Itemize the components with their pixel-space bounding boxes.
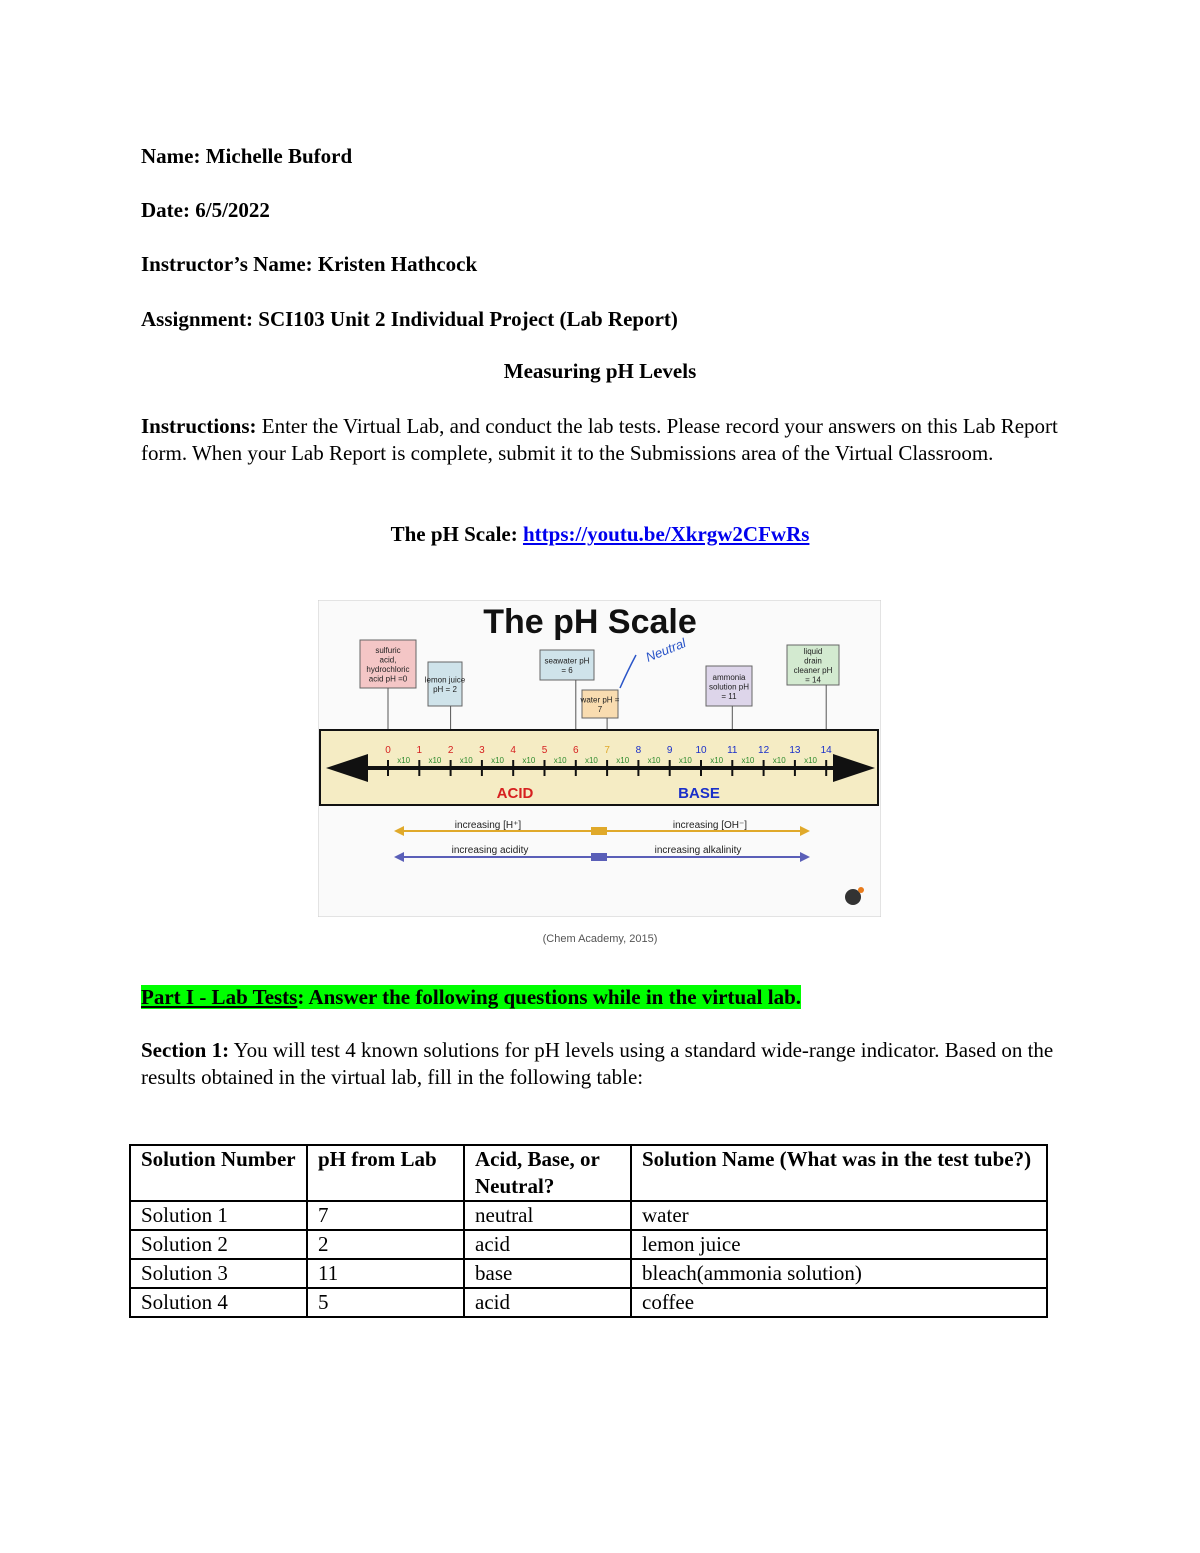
cell-solution-name: bleach(ammonia solution) xyxy=(631,1259,1047,1288)
multiplier-label: x10 xyxy=(710,756,724,765)
scale-number: 6 xyxy=(573,745,579,756)
name-line xyxy=(141,143,352,170)
table-header-row xyxy=(130,1145,1047,1201)
header-solution-number: Solution Number xyxy=(130,1145,307,1201)
part1-heading-rest: : Answer the following questions while in the virtual lab. xyxy=(297,985,802,1009)
callout-label: sulfuric acid, hydrochloric acid pH =0 xyxy=(366,646,410,684)
multiplier-label: x10 xyxy=(553,756,567,765)
neutral-handwritten-note: Neutral xyxy=(643,635,688,665)
header-solution-name: Solution Name (What was in the test tube?) xyxy=(631,1145,1047,1201)
callout-label: lemon juice pH = 2 xyxy=(424,675,466,694)
assignment-value: SCI103 Unit 2 Individual Project (Lab Report) xyxy=(258,307,678,331)
scale-number: 11 xyxy=(727,745,738,756)
name-value: Michelle Buford xyxy=(205,144,353,168)
scale-number: 4 xyxy=(510,745,516,756)
cell-ph: 2 xyxy=(307,1230,464,1259)
instructor-value: Kristen Hathcock xyxy=(317,252,478,276)
increasing-acidity-label: increasing acidity xyxy=(451,845,529,856)
instructions-paragraph xyxy=(141,413,1071,467)
scale-number: 5 xyxy=(541,745,548,756)
multiplier-label: x10 xyxy=(459,756,473,765)
scale-number: 13 xyxy=(789,745,801,756)
date-value: 6/5/2022 xyxy=(195,198,270,222)
acid-label: ACID xyxy=(496,785,534,802)
instructor-line xyxy=(141,251,477,278)
scale-number: 0 xyxy=(385,745,391,756)
instructions-label: Instructions: xyxy=(141,414,257,438)
table-row xyxy=(130,1230,1047,1259)
scale-number: 10 xyxy=(695,745,707,756)
scale-number: 8 xyxy=(635,745,642,756)
base-label: BASE xyxy=(678,785,720,802)
increasing-h-label: increasing [H⁺] xyxy=(454,820,522,831)
cell-solution-number: Solution 1 xyxy=(130,1201,307,1230)
video-link[interactable]: https://youtu.be/Xkrgw2CFwRs xyxy=(522,522,810,546)
scale-number: 2 xyxy=(447,745,454,756)
cell-solution-name: coffee xyxy=(631,1288,1047,1317)
scale-number: 3 xyxy=(479,745,485,756)
cell-solution-number: Solution 4 xyxy=(130,1288,307,1317)
scale-number: 7 xyxy=(604,745,610,756)
multiplier-label: x10 xyxy=(584,756,598,765)
cell-acid-base: acid xyxy=(464,1230,631,1259)
figure-caption: (Chem Academy, 2015) xyxy=(542,933,658,945)
results-table xyxy=(129,1144,1048,1318)
table-row xyxy=(130,1259,1047,1288)
part1-heading-underlined: Part I - Lab Tests xyxy=(141,985,298,1009)
cell-solution-name: water xyxy=(631,1201,1047,1230)
cell-solution-name: lemon juice xyxy=(631,1230,1047,1259)
date-line xyxy=(141,197,270,224)
cell-ph: 5 xyxy=(307,1288,464,1317)
assignment-line xyxy=(141,306,678,333)
neutral-marker-top xyxy=(591,827,607,835)
scale-number: 9 xyxy=(666,745,673,756)
cell-solution-number: Solution 3 xyxy=(130,1259,307,1288)
multiplier-label: x10 xyxy=(804,756,818,765)
page-title: Measuring pH Levels xyxy=(503,359,697,383)
multiplier-label: x10 xyxy=(741,756,755,765)
callout-label: liquid drain cleaner pH = 14 xyxy=(793,647,833,685)
multiplier-label: x10 xyxy=(772,756,786,765)
cell-acid-base: neutral xyxy=(464,1201,631,1230)
cell-acid-base: acid xyxy=(464,1288,631,1317)
cell-ph: 7 xyxy=(307,1201,464,1230)
neutral-marker-bottom xyxy=(591,853,607,861)
cell-solution-number: Solution 2 xyxy=(130,1230,307,1259)
scale-number: 14 xyxy=(820,745,832,756)
logo-spark-icon xyxy=(858,887,864,893)
multiplier-label: x10 xyxy=(428,756,442,765)
multiplier-label: x10 xyxy=(522,756,536,765)
cell-ph: 11 xyxy=(307,1259,464,1288)
multiplier-label: x10 xyxy=(397,756,411,765)
part1-heading xyxy=(141,984,801,1011)
scale-number: 1 xyxy=(416,745,423,756)
multiplier-label: x10 xyxy=(678,756,692,765)
section1-text: You will test 4 known solutions for pH levels using a standard wide-range indicator. Based on the results obtained in the virtual lab, fill in the following table: xyxy=(141,1038,1054,1089)
callout-label: water pH = 7 xyxy=(580,695,620,714)
video-label: The pH Scale: xyxy=(390,522,518,546)
multiplier-label: x10 xyxy=(647,756,661,765)
date-label: Date: xyxy=(141,198,190,222)
scale-number: 12 xyxy=(758,745,770,756)
header-acid-base: Acid, Base, or Neutral? xyxy=(464,1145,631,1201)
section1-paragraph xyxy=(141,1037,1071,1091)
name-label: Name: xyxy=(141,144,201,168)
ph-scale-figure xyxy=(318,600,881,917)
increasing-alkalinity-label: increasing alkalinity xyxy=(654,845,742,856)
cell-acid-base: base xyxy=(464,1259,631,1288)
callout-label: seawater pH = 6 xyxy=(544,656,590,675)
multiplier-label: x10 xyxy=(491,756,505,765)
figure-title: The pH Scale xyxy=(483,603,697,641)
instructor-label: Instructor’s Name: xyxy=(141,252,313,276)
instructions-text: Enter the Virtual Lab, and conduct the lab tests. Please record your answers on this Lab Report form. When your Lab Report is complete, submit it to the Submissions area of the Virtual Classroom. xyxy=(141,414,1058,465)
video-line xyxy=(0,521,1200,548)
increasing-oh-label: increasing [OH⁻] xyxy=(672,820,748,831)
header-ph: pH from Lab xyxy=(307,1145,464,1201)
assignment-label: Assignment: xyxy=(141,307,254,331)
table-row xyxy=(130,1288,1047,1317)
callout-label: ammonia solution pH = 11 xyxy=(708,672,750,701)
multiplier-label: x10 xyxy=(616,756,630,765)
section1-label: Section 1: xyxy=(141,1038,230,1062)
table-row xyxy=(130,1201,1047,1230)
